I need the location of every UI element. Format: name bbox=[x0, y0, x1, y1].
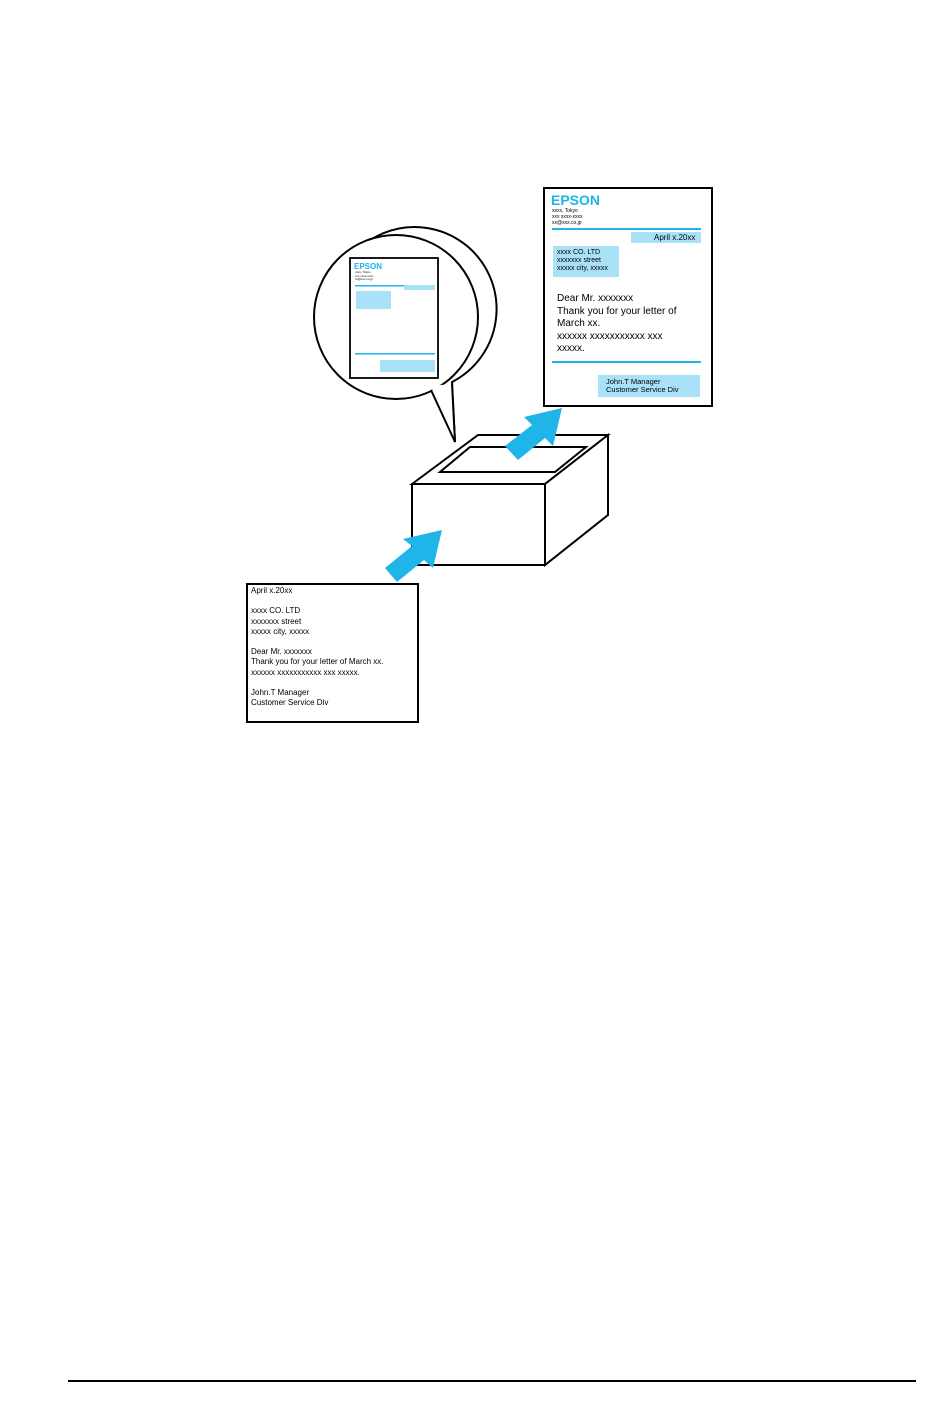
output-body-line-4: xxxxx. bbox=[557, 343, 585, 354]
input-company: xxxx CO. LTD bbox=[251, 606, 301, 616]
input-spacer-2 bbox=[251, 637, 384, 647]
output-city: xxxxx city, xxxxx bbox=[557, 265, 608, 272]
input-city: xxxxx city, xxxxx bbox=[251, 626, 310, 636]
output-top-rule bbox=[552, 228, 701, 230]
output-header bbox=[552, 208, 583, 226]
magnified-header-line-3: xx@xxx.co.jp bbox=[355, 277, 373, 281]
input-document-text bbox=[251, 586, 384, 709]
input-date: April x.20xx bbox=[251, 586, 293, 595]
input-spacer-3 bbox=[251, 678, 384, 688]
printer-icon bbox=[412, 435, 608, 565]
output-signature bbox=[606, 378, 679, 394]
output-department: Customer Service Div bbox=[606, 385, 679, 394]
magnified-logo: EPSON bbox=[354, 262, 383, 271]
output-body-line-3: xxxxxx xxxxxxxxxxx xxx bbox=[557, 330, 663, 342]
output-company: xxxx CO. LTD bbox=[557, 249, 601, 256]
output-body-line-2: March xx. bbox=[557, 318, 601, 329]
input-arrow-icon bbox=[385, 530, 442, 582]
input-department: Customer Service Div bbox=[251, 698, 329, 708]
magnified-header-line-2: xxx xxxx-xxxx bbox=[355, 273, 374, 278]
input-body-line-1: Thank you for your letter of March xx. bbox=[251, 657, 384, 667]
input-street: xxxxxxx street bbox=[251, 616, 302, 626]
output-date: April x.20xx bbox=[654, 233, 696, 242]
output-header-line-1: xxxx, Tokyo bbox=[552, 208, 578, 214]
input-spacer-1 bbox=[251, 596, 384, 606]
magnified-header bbox=[355, 271, 373, 282]
magnified-header-line-1: xxxx, Tokyo bbox=[355, 270, 371, 274]
input-body-line-2: xxxxxx xxxxxxxxxxx xxx xxxxx. bbox=[251, 667, 360, 677]
input-greeting: Dear Mr. xxxxxxx bbox=[251, 647, 312, 657]
output-bottom-rule bbox=[552, 361, 701, 363]
input-signer: John.T Manager bbox=[251, 688, 310, 698]
output-body-line-1: Thank you for your letter of bbox=[557, 305, 677, 317]
output-street: xxxxxxx street bbox=[557, 257, 601, 264]
output-header-line-3: xx@xxx.co.jp bbox=[552, 220, 582, 226]
output-body bbox=[557, 293, 677, 356]
output-header-line-2: xxx xxxx-xxxx bbox=[552, 214, 583, 220]
output-logo: EPSON bbox=[551, 192, 601, 208]
output-address bbox=[557, 249, 608, 273]
footer-rule bbox=[68, 1380, 916, 1382]
output-greeting: Dear Mr. xxxxxxx bbox=[557, 293, 634, 304]
output-signer: John.T Manager bbox=[606, 377, 661, 386]
